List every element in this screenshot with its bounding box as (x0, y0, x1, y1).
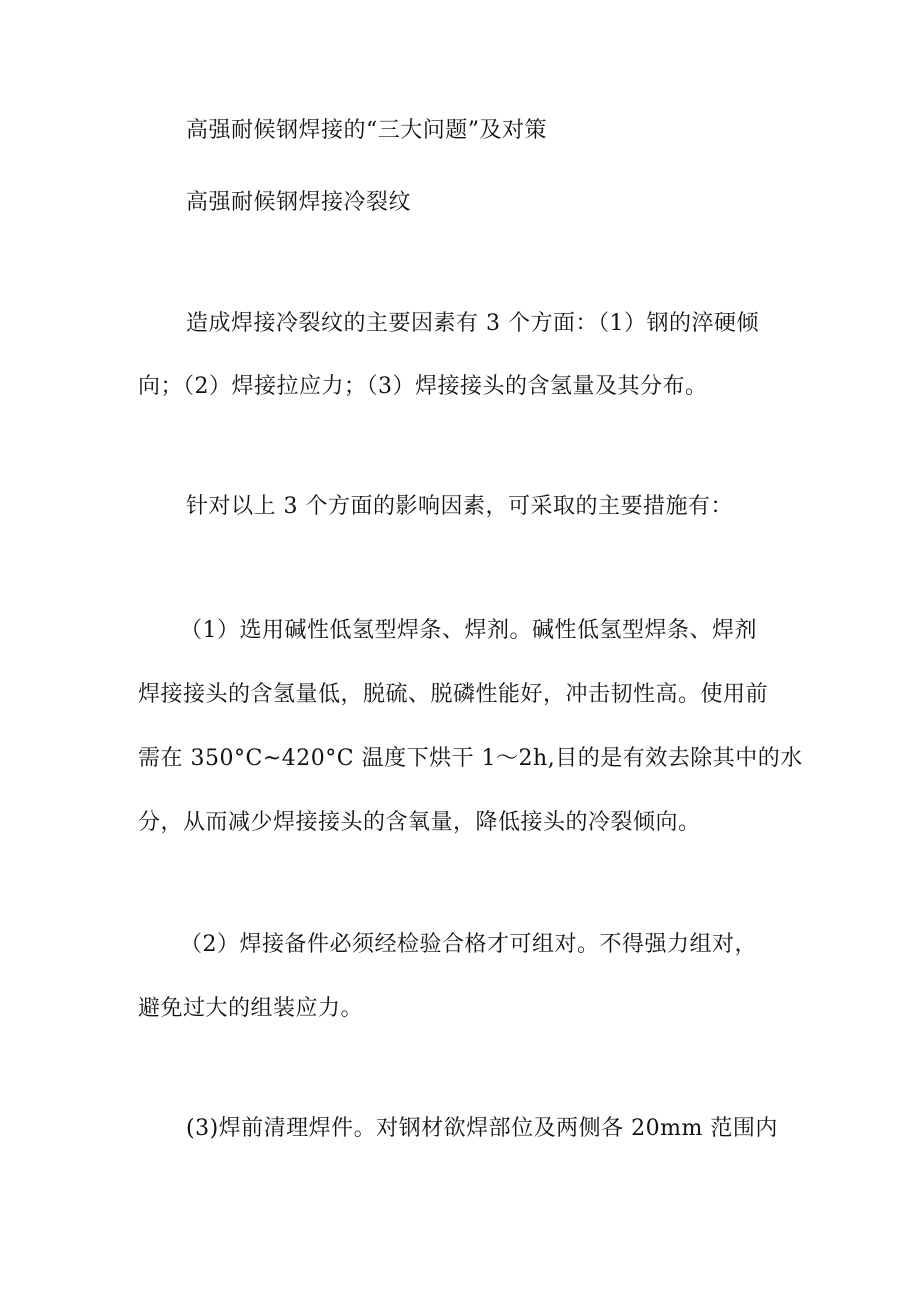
section-heading: 高强耐候钢焊接冷裂纹 (186, 190, 412, 215)
paragraph-4-line-2: 避免过大的组装应力。 (138, 996, 364, 1021)
paragraph-3-line-1: （1）选用碱性低氢型焊条、焊剂。碱性低氢型焊条、焊剂 (180, 618, 757, 643)
document-title: 高强耐候钢焊接的“三大问题”及对策 (186, 118, 547, 143)
paragraph-3-line-3: 需在 350°C~420°C 温度下烘干 1～2h,目的是有效去除其中的水 (138, 746, 803, 771)
paragraph-2-line-1: 针对以上 3 个方面的影响因素，可采取的主要措施有： (186, 494, 733, 519)
paragraph-1-line-2: 向；（2）焊接拉应力；（3）焊接接头的含氢量及其分布。 (138, 374, 708, 399)
paragraph-4-line-1: （2）焊接备件必须经检验合格才可组对。不得强力组对， (180, 932, 757, 957)
paragraph-1-line-1: 造成焊接冷裂纹的主要因素有 3 个方面：（1）钢的淬硬倾 (186, 311, 759, 336)
paragraph-3-line-2: 焊接接头的含氢量低，脱硫、脱磷性能好，冲击韧性高。使用前 (138, 682, 769, 707)
paragraph-3-line-4: 分，从而减少焊接接头的含氧量，降低接头的冷裂倾向。 (138, 810, 701, 835)
paragraph-5-line-1: (3)焊前清理焊件。对钢材欲焊部位及两侧各 20mm 范围内 (186, 1116, 778, 1141)
